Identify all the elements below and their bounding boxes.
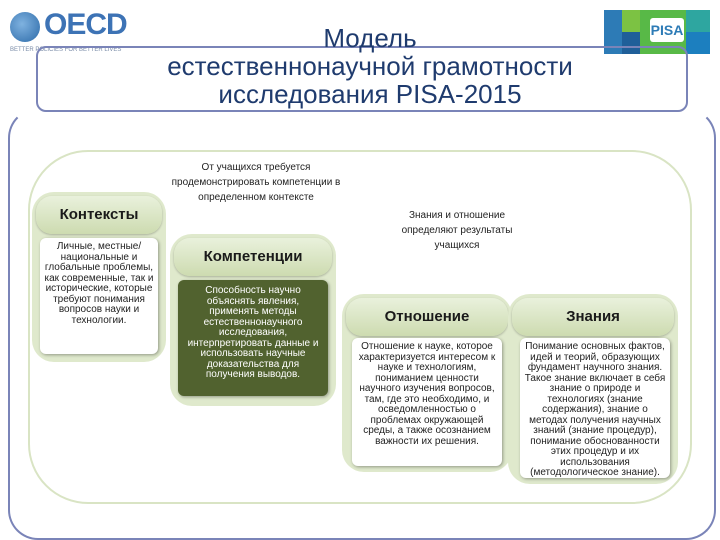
slide-title <box>110 24 630 108</box>
oecd-logo-name: OECD <box>44 8 127 41</box>
pisa-logo-name: PISA <box>650 18 684 42</box>
attitudes-description: Отношение к науке, которое характеризуется интересом к науке и технологиям, пониманием ценности научного изучения вопросов, там, где это необходимо, и осведомленностью о проблемах окружающей среды, а также осознанием важности их решения. <box>352 338 502 466</box>
title-line-1: Модель <box>323 23 417 53</box>
competencies-note: От учащихся требуется продемонстрировать компетенции в определенном контексте <box>171 162 341 203</box>
contexts-description: Личные, местные/национальные и глобальные проблемы, как современные, так и исторические, которые требуют понимания вопросов науки и технологии. <box>40 238 158 354</box>
results-note: Знания и отношение определяют результаты учащихся <box>401 210 513 251</box>
knowledge-title: Знания <box>512 298 674 336</box>
oecd-logo-tagline: BETTER POLICIES FOR BETTER LIVES <box>10 47 122 53</box>
contexts-title: Контексты <box>36 196 162 234</box>
title-line-3: исследования PISA-2015 <box>218 79 522 109</box>
attitudes-title: Отношение <box>346 298 508 336</box>
competencies-title: Компетенции <box>174 238 332 276</box>
title-line-2: естественнонаучной грамотности <box>167 51 573 81</box>
globe-icon <box>10 12 40 42</box>
knowledge-description: Понимание основных фактов, идей и теорий, образующих фундамент научного знания. Такое знание включает в себя знание о природе и технологиях (знание содержания), знание о методах получения научных знаний (знание процедур), понимание обоснованности этих процедур и их использования (методологическое знание). <box>520 338 670 478</box>
competencies-description: Способность научно объяснять явления, применять методы естественнонаучного исследования, интерпретировать данные и использовать научные доказательства для получения выводов. <box>178 280 328 396</box>
